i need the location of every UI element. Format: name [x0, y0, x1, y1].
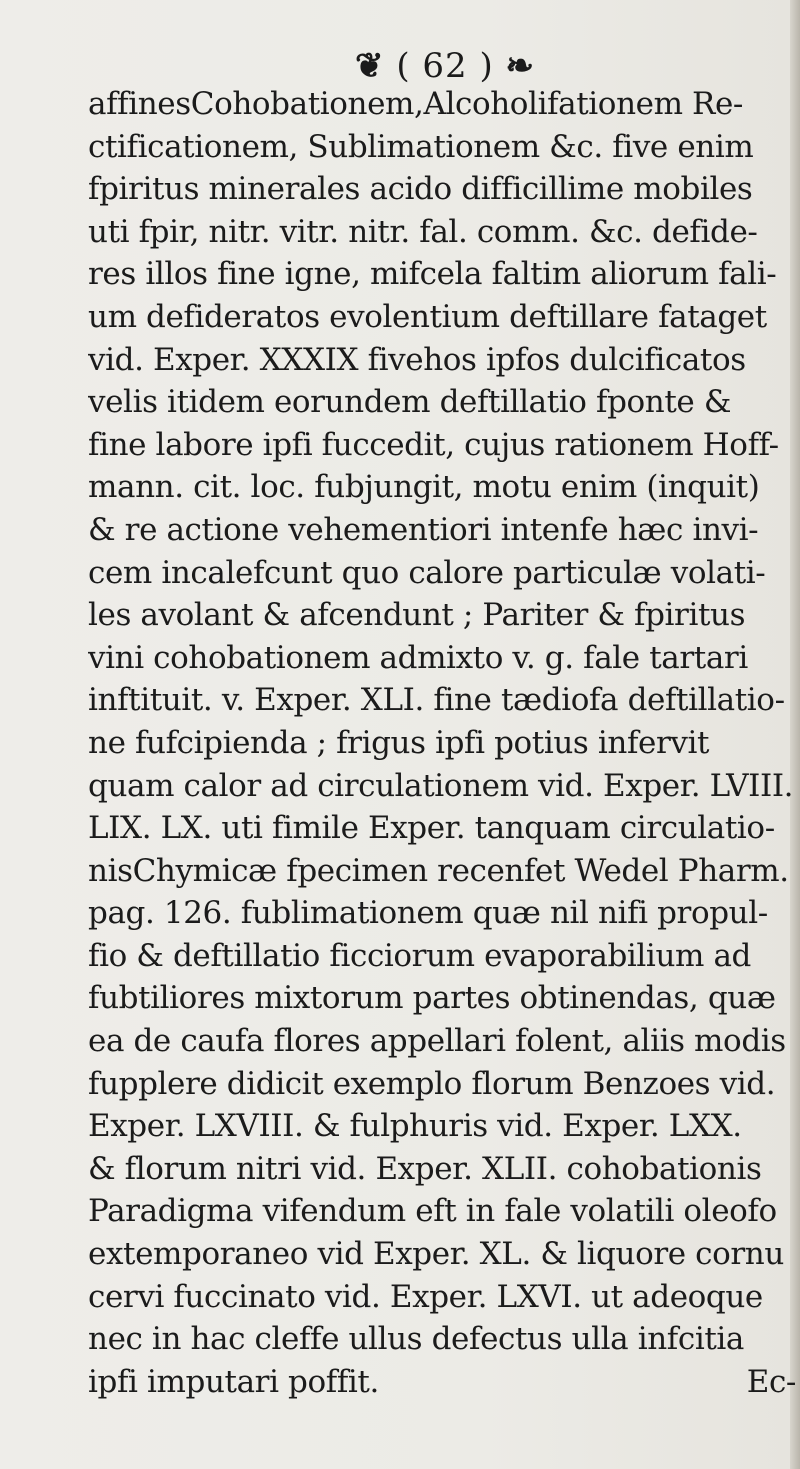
- text-line: velis itidem eorundem deftillatio fponte &: [88, 384, 732, 421]
- text-line: pag. 126. fublimationem quæ nil nifi propul-: [88, 895, 768, 932]
- text-line: fine labore ipfi fuccedit, cujus rationem Hoff-: [88, 426, 779, 463]
- text-line: cem incalefcunt quo calore particulæ volati-: [88, 554, 766, 591]
- text-line: nisChymicæ fpecimen recenfet Wedel Pharm.: [88, 852, 789, 889]
- page-header: [355, 46, 535, 86]
- catchword: Ec-: [746, 1363, 796, 1400]
- text-line: uti fpir, nitr. vitr. nitr. fal. comm. &c. defide-: [88, 213, 758, 250]
- text-line: cervi fuccinato vid. Exper. LXVI. ut adeoque: [88, 1278, 763, 1315]
- left-ornament-icon: ❦: [355, 46, 385, 86]
- text-line: vini cohobationem admixto v. g. fale tartari: [88, 639, 748, 676]
- text-line: Paradigma vifendum eft in fale volatili oleofo: [88, 1193, 777, 1230]
- text-line: inftituit. v. Exper. XLI. fine tædiofa deftillatio-: [88, 682, 785, 719]
- text-line: nec in hac cleffe ullus defectus ulla infcitia: [88, 1321, 744, 1358]
- text-line: & re actione vehementiori intenfe hæc invi-: [88, 511, 759, 548]
- text-line: les avolant & afcendunt ; Pariter & fpiritus: [88, 597, 746, 634]
- text-line: um defideratos evolentium deftillare fataget: [88, 298, 767, 335]
- text-line: quam calor ad circulationem vid. Exper. LVIII.: [88, 767, 794, 804]
- text-line: res illos fine igne, mifcela faltim aliorum fali-: [88, 256, 777, 293]
- text-line: fupplere didicit exemplo florum Benzoes vid.: [88, 1065, 776, 1102]
- text-line: fubtiliores mixtorum partes obtinendas, quæ: [88, 980, 776, 1017]
- text-line: mann. cit. loc. fubjungit, motu enim (inquit): [88, 469, 760, 506]
- right-ornament-icon: ❧: [505, 46, 536, 86]
- text-line: & florum nitri vid. Exper. XLII. cohobationis: [88, 1150, 762, 1187]
- text-line: Exper. LXVIII. & fulphuris vid. Exper. LXX.: [88, 1108, 742, 1145]
- text-line: vid. Exper. XXXIX fivehos ipfos dulcificatos: [88, 341, 746, 378]
- text-line: affinesCohobationem,Alcoholifationem Re-: [88, 86, 743, 122]
- text-line: fio & deftillatio ficciorum evaporabilium ad: [88, 937, 751, 974]
- text-line: extemporaneo vid Exper. XL. & liquore cornu: [88, 1236, 784, 1273]
- text-line: ea de caufa flores appellari folent, aliis modis: [88, 1023, 786, 1060]
- page-number: ( 62 ): [396, 46, 494, 86]
- text-line: ne fufcipienda ; frigus ipfi potius infervit: [88, 724, 710, 761]
- last-text-row: [88, 1361, 800, 1404]
- text-line: LIX. LX. uti fimile Exper. tanquam circulatio-: [88, 810, 775, 847]
- body-text: [88, 83, 800, 1403]
- text-line: fpiritus minerales acido difficillime mobiles: [88, 171, 753, 208]
- text-line: ctificationem, Sublimationem &c. five enim: [88, 128, 754, 165]
- text-line: ipfi imputari poffit.: [88, 1363, 379, 1400]
